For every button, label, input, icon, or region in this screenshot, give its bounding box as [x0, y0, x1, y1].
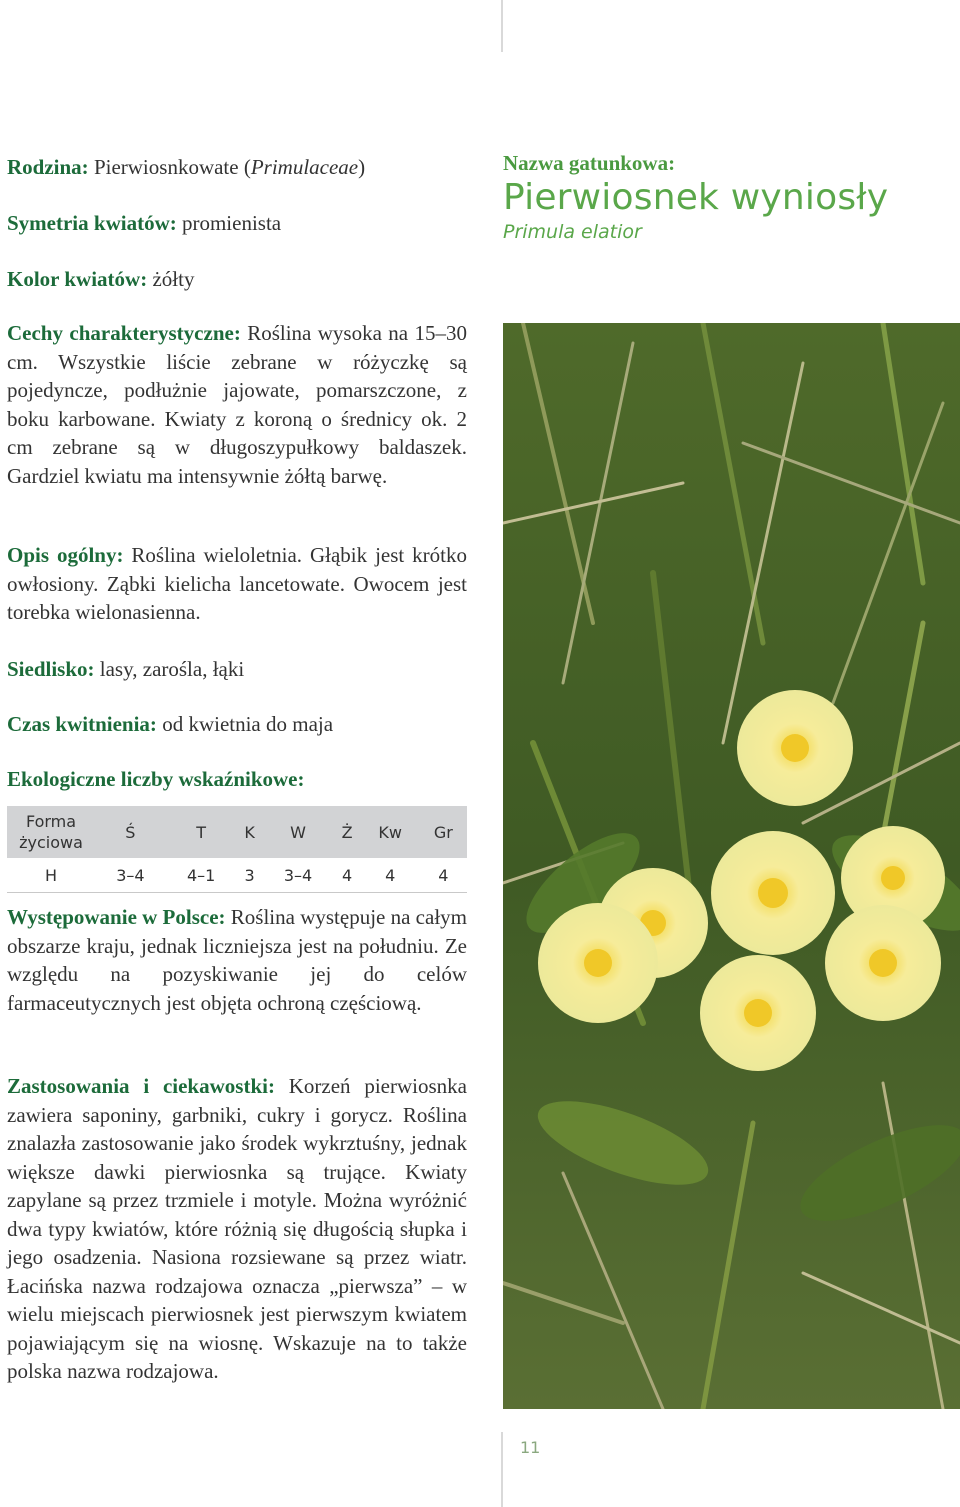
table-cell: 4	[361, 858, 420, 893]
uses-field	[7, 1072, 467, 1386]
symmetry-label: Symetria kwiatów:	[7, 211, 177, 235]
table-header: Ś	[95, 806, 166, 858]
table-cell: 3	[237, 858, 263, 893]
page-number: 11	[520, 1438, 541, 1457]
habitat-value: lasy, zarośla, łąki	[94, 657, 245, 681]
symmetry-field	[7, 209, 467, 238]
occurrence-label: Występowanie w Polsce:	[7, 905, 226, 929]
species-latin-name: Primula elatior	[503, 221, 642, 243]
occurrence-value: Roślina występuje na całym obszarze kraju, jednak liczniejsza jest na południu. Ze względu na pozyskiwanie jej do celów farmaceutycznych jest objęta ochroną częściową.	[7, 905, 467, 1015]
table-header: Ż	[333, 806, 360, 858]
species-label: Nazwa gatunkowa:	[503, 151, 676, 175]
color-label: Kolor kwiatów:	[7, 267, 148, 291]
table-header: T	[166, 806, 237, 858]
flowering-time-label: Czas kwitnienia:	[7, 712, 157, 736]
table-header: K	[237, 806, 263, 858]
occurrence-field	[7, 903, 467, 1017]
table-cell: 3–4	[263, 858, 334, 893]
uses-value: Korzeń pierwiosnka zawiera saponiny, garbniki, cukry i gorycz. Roślina znalazła zastosowanie jako środek wykrztuśny, jednak większe dawki pierwiosnka są trujące. Kwiaty zapylane są przez trzmiele i motyle. Można wyróżnić dwa typy kwiatów, które różnią się długością słupka i jego osadzenia. Nasiona rozsiewane są przez wiatr. Łacińska nazwa rodzajowa oznacza „pierwsza” – w wielu miejscach pierwiosnek jest pierwszym kwiatem pojawiającym się na wiosnę. Wskazuje na to także polska nazwa rodzajowa.	[7, 1074, 467, 1383]
characteristics-value: Roślina wysoka na 15–30 cm. Wszystkie liście zebrane w różyczkę są pojedyncze, podłużnie jajowate, pomarszczone, z boku karbowane. Kwiaty z koroną o średnicy ok. 2 cm zebrane są w długoszypułkowy baldaszek. Gardziel kwiatu ma intensywnie żółtą barwę.	[7, 321, 467, 488]
table-cell: 4	[420, 858, 467, 893]
flowering-time-field	[7, 710, 467, 739]
family-value: Pierwiosnkowate (	[88, 155, 251, 179]
table-header: Kw	[361, 806, 420, 858]
symmetry-value: promienista	[176, 211, 282, 235]
table-header-row	[7, 806, 467, 858]
characteristics-field	[7, 319, 467, 490]
species-name: Pierwiosnek wyniosły	[503, 177, 889, 218]
table-header: Gr	[420, 806, 467, 858]
table-header: Forma życiowa	[7, 806, 95, 858]
habitat-label: Siedlisko:	[7, 657, 95, 681]
family-latin: Primulaceae	[250, 155, 359, 179]
family-field	[7, 153, 467, 182]
column-rule-bottom	[501, 1432, 503, 1507]
general-description-field	[7, 541, 467, 627]
primrose-photo-illustration	[503, 323, 960, 1409]
habitat-field	[7, 655, 467, 684]
table-cell: 3–4	[95, 858, 166, 893]
uses-label: Zastosowania i ciekawostki:	[7, 1074, 275, 1098]
primrose-photo	[503, 323, 960, 1409]
table-header: W	[263, 806, 334, 858]
general-description-value: Roślina wieloletnia. Głąbik jest krótko owłosiony. Ząbki kielicha lancetowate. Owocem jest torebka wielonasienna.	[7, 543, 467, 624]
species-header	[503, 150, 958, 244]
color-field	[7, 265, 467, 294]
table-cell: 4	[333, 858, 360, 893]
flowering-time-value: od kwietnia do maja	[156, 712, 334, 736]
color-value: żółty	[147, 267, 195, 291]
ecological-indicators-table	[7, 806, 467, 893]
column-rule-top	[501, 0, 503, 52]
ecological-indicators-label: Ekologiczne liczby wskaźnikowe:	[7, 767, 305, 791]
general-description-label: Opis ogólny:	[7, 543, 124, 567]
characteristics-label: Cechy charakterystyczne:	[7, 321, 241, 345]
family-label: Rodzina:	[7, 155, 89, 179]
table-cell: H	[7, 858, 95, 893]
table-cell: 4–1	[166, 858, 237, 893]
ecological-indicators-heading	[7, 765, 467, 794]
table-row	[7, 858, 467, 893]
family-close: )	[358, 155, 366, 179]
